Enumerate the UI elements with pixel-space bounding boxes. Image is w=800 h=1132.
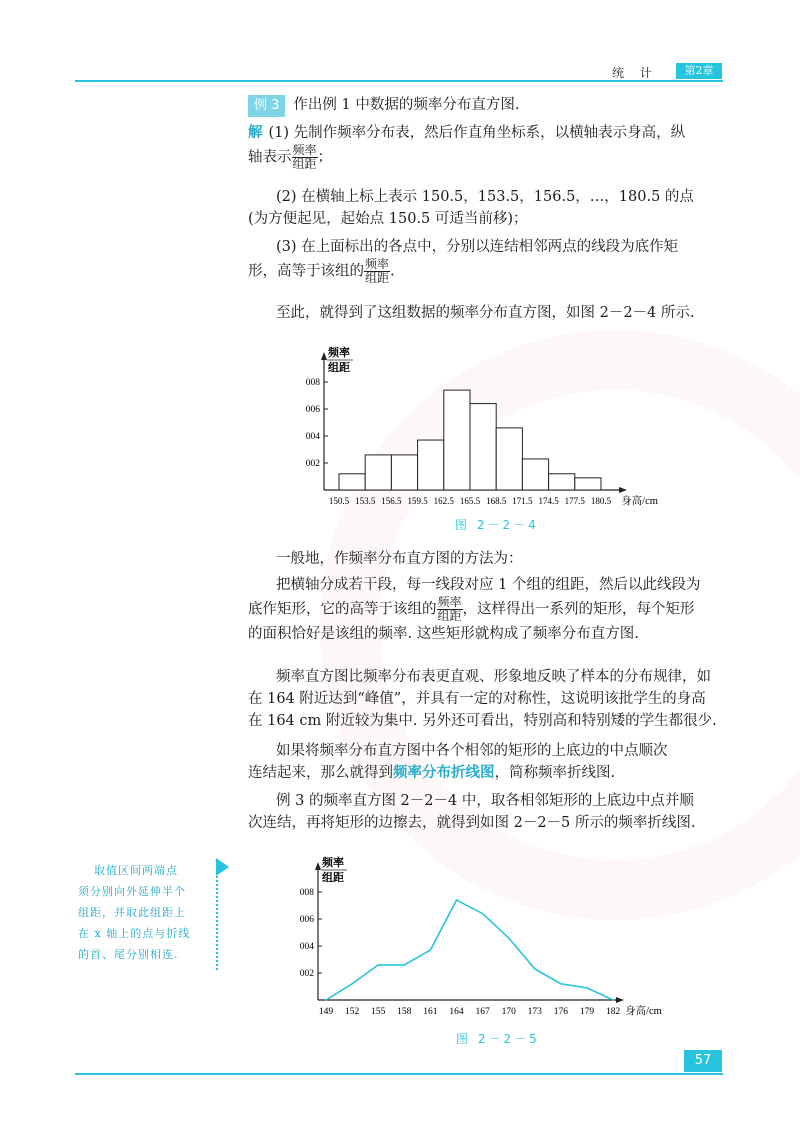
- example-line: [248, 94, 728, 117]
- method-p1: 把横轴分成若干段，每一线段对应 1 个组的组距，然后以此线段为 底作矩形，它的高等于该组的 $\frac{\text{频率}}{\text{组距}}$ ，这样得出一系列的矩形，每个矩形 的面积恰好是该组的频率. 这些矩形就构成了频率分布直方图.: [248, 577, 701, 642]
- x-tick-label: 162.5: [433, 496, 454, 506]
- x-axis-label: 身高/cm: [625, 1006, 662, 1017]
- y-tick-label: 006: [305, 405, 320, 415]
- histogram-bar: [418, 440, 444, 490]
- x-tick-label: 180.5: [590, 496, 612, 506]
- step2-text: (2) 在横轴上标上表示 150.5，153.5，156.5，…，180.5 的点: [276, 189, 694, 205]
- histogram-bar: [575, 478, 601, 490]
- x-tick-label: 176: [553, 1007, 569, 1017]
- data-point: [456, 899, 458, 901]
- data-point: [560, 983, 562, 985]
- x-tick-label: 179: [579, 1007, 595, 1017]
- y-axis-label-num: 频率: [328, 347, 350, 359]
- data-point: [351, 983, 353, 985]
- histogram-bar: [444, 390, 470, 490]
- side-note-bracket: [216, 864, 218, 970]
- figure-caption-2-2-5: 图 2－2－5: [456, 1032, 540, 1046]
- x-tick-label: 149: [318, 1007, 334, 1017]
- example-label: 例 3: [248, 95, 285, 117]
- histogram-bar: [549, 474, 575, 490]
- frequency-polyline: [326, 900, 613, 1000]
- y-tick-label: 008: [305, 378, 320, 388]
- x-tick-label: 159.5: [407, 496, 428, 506]
- fraction: $\frac{\text{频率}}{\text{组距}}$: [437, 595, 462, 623]
- footer-rule: [75, 1073, 723, 1075]
- data-point: [430, 949, 432, 951]
- histogram-bar: [391, 455, 417, 490]
- data-point: [612, 999, 614, 1001]
- data-point: [586, 987, 588, 989]
- histogram-bar: [496, 428, 522, 490]
- y-axis-label-den: 组距: [328, 362, 350, 374]
- step1-text-b: 轴表示: [248, 149, 292, 166]
- y-axis-arrow-icon: [315, 862, 321, 870]
- data-point: [534, 968, 536, 970]
- method-intro: 一般地，作频率分布直方图的方法为：: [276, 551, 523, 567]
- chapter-title: 统 计: [612, 66, 658, 80]
- data-point: [325, 999, 327, 1001]
- y-tick-label: 008: [299, 888, 314, 898]
- x-axis-arrow-icon: [616, 997, 624, 1003]
- header-rule: [75, 80, 723, 82]
- fraction: $\frac{\text{频率}}{\text{组距}}$: [365, 257, 390, 285]
- x-tick-label: 155: [371, 1007, 386, 1017]
- x-tick-label: 164: [449, 1007, 464, 1017]
- y-tick-label: 002: [305, 459, 320, 469]
- x-tick-label: 171.5: [512, 496, 533, 506]
- x-tick-label: 167: [475, 1007, 490, 1017]
- histogram-bar: [365, 455, 391, 490]
- y-tick-label: 006: [299, 915, 314, 925]
- histogram-bar: [339, 474, 365, 490]
- method-p3: 如果将频率分布直方图中各个相邻的矩形的上底边的中点顺次 连结起来，那么就得到频率分布折线图，简称频率折线图.: [248, 743, 668, 781]
- x-tick-label: 150.5: [328, 496, 350, 506]
- histogram-bar: [470, 404, 496, 490]
- x-tick-label: 168.5: [486, 496, 507, 506]
- y-tick-label: 004: [305, 432, 320, 442]
- step3-text: (3) 在上面标出的各点中，分别以连结相邻两点的线段为底作矩: [276, 239, 679, 255]
- x-tick-label: 161: [423, 1007, 438, 1017]
- step3-text-b: 形，高等于该组的: [248, 263, 364, 280]
- solution-conclusion: 至此，就得到了这组数据的频率分布直方图，如图 2－2－4 所示.: [276, 305, 695, 321]
- solution-step1: 解 (1) 先制作频率分布表，然后作直角坐标系，以横轴表示身高，纵 轴表示 $\frac{\text{频率}}{\text{组距}}$ ；: [248, 124, 686, 171]
- data-point: [404, 964, 406, 966]
- solution-step2: [248, 186, 728, 230]
- x-tick-label: 165.5: [459, 496, 481, 506]
- x-tick-label: 153.5: [355, 496, 376, 506]
- solution-step3: (3) 在上面标出的各点中，分别以连结相邻两点的线段为底作矩 形，高等于该组的 $\frac{\text{频率}}{\text{组距}}$ .: [248, 239, 679, 285]
- side-note: 取值区间两端点 须分别向外延伸半个 组距，并取此组距上 在 x 轴上的点与折线 的首、尾分别相连.: [78, 864, 191, 961]
- example-title: 作出例 1 中数据的频率分布直方图.: [293, 97, 520, 113]
- histogram-bar: [522, 459, 548, 490]
- page-number: 57: [684, 1050, 722, 1072]
- y-axis-label-num: 频率: [322, 857, 344, 869]
- x-tick-label: 182: [605, 1007, 621, 1017]
- y-axis-arrow-icon: [321, 352, 327, 360]
- data-point: [508, 937, 510, 939]
- x-tick-label: 174.5: [538, 496, 559, 506]
- highlight-term: 频率分布折线图: [393, 764, 495, 781]
- data-point: [482, 913, 484, 915]
- x-tick-label: 177.5: [564, 496, 585, 506]
- histogram-chart: [290, 340, 710, 515]
- figure-caption-2-2-4: 图 2－2－4: [455, 518, 539, 532]
- method-p2: 频率直方图比频率分布表更直观、形象地反映了样本的分布规律，如 在 164 附近达到“峰值”，并具有一定的对称性，这说明该批学生的身高 在 164 cm 附近较为集中. 另外还可看出，特别高和特别矮的学生都很少.: [248, 669, 717, 729]
- fraction: $\frac{\text{频率}}{\text{组距}}$: [292, 143, 317, 171]
- x-tick-label: 170: [501, 1007, 516, 1017]
- section-badge: 第2章: [676, 63, 722, 79]
- x-tick-label: 156.5: [381, 496, 402, 506]
- y-tick-label: 002: [299, 969, 314, 979]
- step1-text: (1) 先制作频率分布表，然后作直角坐标系，以横轴表示身高，纵: [268, 125, 686, 141]
- x-tick-label: 152: [344, 1007, 360, 1017]
- y-axis-label-den: 组距: [322, 872, 344, 884]
- data-point: [377, 964, 379, 966]
- solution-label: 解: [248, 124, 263, 141]
- y-tick-label: 004: [299, 942, 314, 952]
- x-tick-label: 158: [397, 1007, 412, 1017]
- frequency-polygon-chart: [284, 852, 704, 1027]
- method-p4: 例 3 的频率直方图 2－2－4 中，取各相邻矩形的上底边中点并顺 次连结，再将矩形的边擦去，就得到如图 2－2－5 所示的频率折线图.: [248, 793, 696, 831]
- x-axis-label: 身高/cm: [621, 496, 658, 507]
- x-axis-arrow-icon: [619, 487, 627, 493]
- x-tick-label: 173: [527, 1007, 542, 1017]
- step2-text-b: (为方便起见，起始点 150.5 可适当前移)；: [248, 211, 528, 227]
